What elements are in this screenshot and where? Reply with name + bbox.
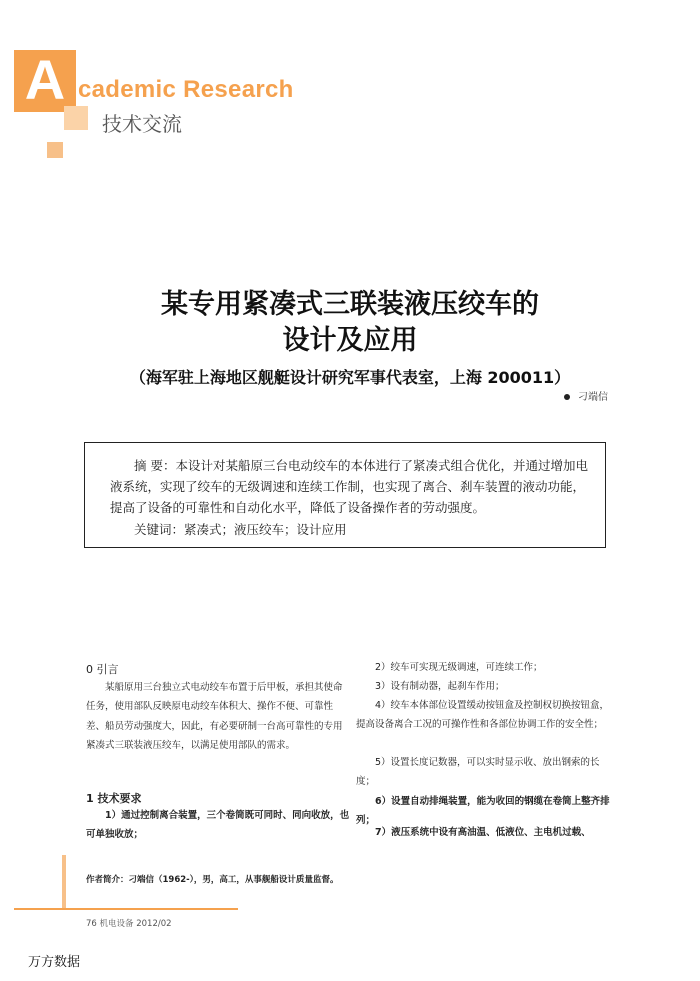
- section-heading-requirements: 1 技术要求: [86, 792, 142, 805]
- author-line: [564, 388, 608, 403]
- footer-rule: [14, 908, 238, 910]
- section-title-cn: 技术交流: [102, 112, 182, 136]
- article-title-line1: 某专用紧凑式三联装液压绞车的: [161, 289, 539, 320]
- requirement-item-7: 7）液压系统中设有高油温、低液位、主电机过载、: [375, 827, 591, 838]
- requirement-item-2: 2）绞车可实现无级调速，可连续工作；: [375, 662, 543, 673]
- page-info: 76 机电设备 2012/02: [86, 919, 172, 929]
- requirement-item-4: 4）绞车本体部位设置缓动按钮盒及控制权切换按钮盒，提高设备离合工况的可操作性和各部位协调工作的安全性；: [356, 700, 610, 731]
- keywords: 关键词：紧凑式；液压绞车；设计应用: [134, 522, 347, 537]
- intro-paragraph: 某船原用三台独立式电动绞车布置于后甲板，承担其使命任务，使用部队反映原电动绞车体积大、操作不便、可靠性差、船员劳动强度大，因此，有必要研制一台高可靠性的专用紧凑式三联装液压绞车，以满足使用部队的需求。: [86, 682, 343, 752]
- author-name: 刁端信: [578, 392, 608, 403]
- author-bio: 作者简介：刁端信（1962-），男，高工，从事舰船设计质量监督。: [86, 875, 339, 885]
- watermark: 万方数据: [28, 955, 81, 970]
- requirement-item-1: 1）通过控制离合装置，三个卷筒既可同时、同向收放，也可单独收放；: [86, 810, 350, 841]
- section-heading-intro: 0 引言: [86, 663, 119, 676]
- requirement-item-5: 5）设置长度记数器，可以实时显示收、放出钢索的长度；: [356, 757, 600, 788]
- requirement-item-6: 6）设置自动排绳装置，能为收回的钢缆在卷筒上整齐排列；: [356, 796, 610, 827]
- section-title-en: cademic Research: [78, 76, 294, 103]
- requirement-item-3: 3）设有制动器，起刹车作用；: [375, 681, 505, 692]
- abstract-text: 摘 要：本设计对某船原三台电动绞车的本体进行了紧凑式组合优化，并通过增加电液系统，实现了绞车的无级调速和连续工作制，也实现了离合、刹车装置的液动功能，提高了设备的可靠性和自动化水平，降低了设备操作者的劳动强度。: [110, 458, 588, 515]
- header-accent-square-tiny: [47, 142, 63, 158]
- bullet-icon: [564, 394, 570, 400]
- article-title-line2: 设计及应用: [282, 325, 418, 356]
- section-initial-letter: A: [24, 48, 66, 111]
- footer-accent-bar: [62, 855, 66, 909]
- author-affiliation: （海军驻上海地区舰艇设计研究军事代表室，上海 200011）: [129, 368, 571, 387]
